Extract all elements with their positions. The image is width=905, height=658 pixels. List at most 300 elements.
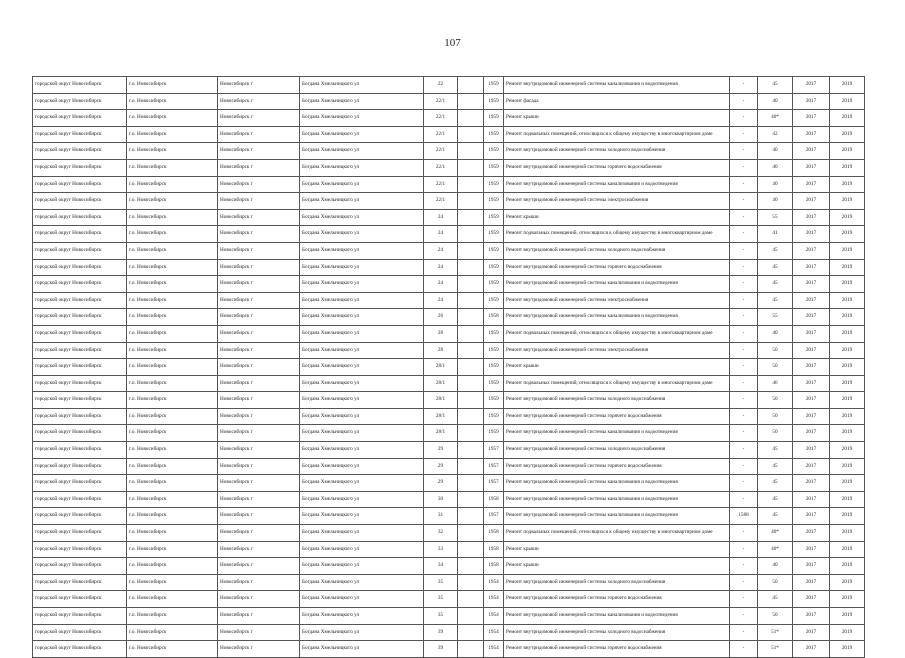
cell-street: Богдана Хмельницкого ул [300, 292, 424, 309]
cell-municipality: городской округ Новосибирск [33, 541, 127, 558]
table-row [33, 541, 865, 558]
cell-work-type: Ремонт внутридомовой инженерной системы канализования и водоотведения [504, 77, 730, 94]
cell-house: 39 [424, 641, 458, 658]
cell-municipality: городской округ Новосибирск [33, 591, 127, 608]
cell-work-type: Ремонт внутридомовой инженерной системы канализования и водоотведения [504, 309, 730, 326]
cell-building [458, 309, 484, 326]
cell-municipality: городской округ Новосибирск [33, 342, 127, 359]
cell-year-end: 2019 [830, 475, 865, 492]
cell-work-type: Ремонт внутридомовой инженерной системы канализования и водоотведения [504, 608, 730, 625]
cell-city: Новосибирск г [218, 508, 300, 525]
cell-city: Новосибирск г [218, 458, 300, 475]
cell-value: 40 [758, 93, 793, 110]
cell-work-type: Ремонт крыши [504, 209, 730, 226]
cell-area: - [730, 408, 758, 425]
table-row [33, 77, 865, 94]
cell-settlement: г.о. Новосибирск [127, 508, 218, 525]
cell-value: 40 [758, 176, 793, 193]
cell-year: 1959 [484, 159, 504, 176]
cell-street: Богдана Хмельницкого ул [300, 541, 424, 558]
table-row [33, 342, 865, 359]
cell-street: Богдана Хмельницкого ул [300, 193, 424, 210]
cell-municipality: городской округ Новосибирск [33, 375, 127, 392]
cell-year: 1959 [484, 359, 504, 376]
table-row [33, 525, 865, 542]
cell-municipality: городской округ Новосибирск [33, 259, 127, 276]
cell-building [458, 392, 484, 409]
cell-year-start: 2017 [793, 126, 830, 143]
cell-area: - [730, 475, 758, 492]
cell-building [458, 276, 484, 293]
cell-year: 1959 [484, 226, 504, 243]
cell-city: Новосибирск г [218, 110, 300, 127]
cell-building [458, 475, 484, 492]
cell-year-end: 2019 [830, 608, 865, 625]
cell-house: 39 [424, 624, 458, 641]
cell-value: 45 [758, 292, 793, 309]
cell-city: Новосибирск г [218, 77, 300, 94]
cell-house: 28/1 [424, 425, 458, 442]
cell-year-end: 2019 [830, 176, 865, 193]
cell-building [458, 342, 484, 359]
cell-work-type: Ремонт внутридомовой инженерной системы холодного водоснабжения [504, 574, 730, 591]
cell-year-start: 2017 [793, 392, 830, 409]
table-row [33, 591, 865, 608]
cell-building [458, 159, 484, 176]
cell-area: - [730, 491, 758, 508]
cell-year-start: 2017 [793, 458, 830, 475]
cell-area: - [730, 193, 758, 210]
cell-street: Богдана Хмельницкого ул [300, 392, 424, 409]
cell-city: Новосибирск г [218, 475, 300, 492]
cell-year-end: 2019 [830, 442, 865, 459]
cell-year: 1959 [484, 176, 504, 193]
cell-house: 22/1 [424, 110, 458, 127]
cell-city: Новосибирск г [218, 591, 300, 608]
cell-year-start: 2017 [793, 276, 830, 293]
cell-building [458, 508, 484, 525]
cell-building [458, 375, 484, 392]
cell-work-type: Ремонт внутридомовой инженерной системы горячего водоснабжения [504, 408, 730, 425]
cell-work-type: Ремонт внутридомовой инженерной системы канализования и водоотведения [504, 425, 730, 442]
cell-year: 1954 [484, 574, 504, 591]
cell-year-end: 2019 [830, 126, 865, 143]
table-row [33, 226, 865, 243]
cell-street: Богдана Хмельницкого ул [300, 525, 424, 542]
cell-city: Новосибирск г [218, 292, 300, 309]
cell-year-start: 2017 [793, 591, 830, 608]
cell-settlement: г.о. Новосибирск [127, 93, 218, 110]
cell-building [458, 574, 484, 591]
cell-settlement: г.о. Новосибирск [127, 259, 218, 276]
cell-street: Богдана Хмельницкого ул [300, 226, 424, 243]
cell-value: 45 [758, 442, 793, 459]
table-row [33, 442, 865, 459]
cell-municipality: городской округ Новосибирск [33, 226, 127, 243]
cell-street: Богдана Хмельницкого ул [300, 425, 424, 442]
cell-building [458, 458, 484, 475]
table-row [33, 292, 865, 309]
table-row [33, 475, 865, 492]
cell-year-end: 2019 [830, 392, 865, 409]
cell-area: - [730, 541, 758, 558]
cell-year-end: 2019 [830, 558, 865, 575]
cell-municipality: городской округ Новосибирск [33, 392, 127, 409]
cell-year-start: 2017 [793, 342, 830, 359]
cell-work-type: Ремонт крыши [504, 359, 730, 376]
cell-year-end: 2019 [830, 242, 865, 259]
cell-year: 1957 [484, 508, 504, 525]
cell-house: 28/1 [424, 392, 458, 409]
cell-work-type: Ремонт крыши [504, 541, 730, 558]
cell-value: 46 [758, 375, 793, 392]
cell-municipality: городской округ Новосибирск [33, 408, 127, 425]
cell-city: Новосибирск г [218, 641, 300, 658]
cell-year-end: 2019 [830, 209, 865, 226]
cell-value: 50 [758, 425, 793, 442]
cell-house: 22/1 [424, 126, 458, 143]
cell-year-start: 2017 [793, 408, 830, 425]
cell-city: Новосибирск г [218, 375, 300, 392]
cell-street: Богдана Хмельницкого ул [300, 442, 424, 459]
cell-municipality: городской округ Новосибирск [33, 508, 127, 525]
cell-building [458, 641, 484, 658]
cell-municipality: городской округ Новосибирск [33, 143, 127, 160]
cell-year-end: 2019 [830, 359, 865, 376]
cell-settlement: г.о. Новосибирск [127, 525, 218, 542]
cell-work-type: Ремонт внутридомовой инженерной системы холодного водоснабжения [504, 624, 730, 641]
cell-year-start: 2017 [793, 193, 830, 210]
cell-area: - [730, 525, 758, 542]
cell-year: 1959 [484, 209, 504, 226]
cell-work-type: Ремонт крыши [504, 558, 730, 575]
cell-year-start: 2017 [793, 143, 830, 160]
table-row [33, 558, 865, 575]
cell-area: 1588 [730, 508, 758, 525]
cell-year-end: 2019 [830, 93, 865, 110]
cell-building [458, 624, 484, 641]
cell-area: - [730, 110, 758, 127]
cell-house: 24 [424, 242, 458, 259]
cell-work-type: Ремонт подвальных помещений, относящихся к общему имуществу в многоквартирном доме [504, 375, 730, 392]
cell-city: Новосибирск г [218, 242, 300, 259]
cell-year-start: 2017 [793, 110, 830, 127]
cell-area: - [730, 425, 758, 442]
table-row [33, 242, 865, 259]
cell-street: Богдана Хмельницкого ул [300, 508, 424, 525]
cell-work-type: Ремонт подвальных помещений, относящихся к общему имуществу в многоквартирном доме [504, 325, 730, 342]
cell-year-start: 2017 [793, 242, 830, 259]
cell-area: - [730, 591, 758, 608]
cell-settlement: г.о. Новосибирск [127, 176, 218, 193]
cell-year-start: 2017 [793, 442, 830, 459]
table-row [33, 574, 865, 591]
cell-street: Богдана Хмельницкого ул [300, 93, 424, 110]
cell-year-end: 2019 [830, 77, 865, 94]
cell-house: 28/1 [424, 408, 458, 425]
cell-building [458, 525, 484, 542]
cell-building [458, 110, 484, 127]
cell-street: Богдана Хмельницкого ул [300, 325, 424, 342]
cell-year-start: 2017 [793, 491, 830, 508]
cell-value: 41 [758, 226, 793, 243]
cell-municipality: городской округ Новосибирск [33, 608, 127, 625]
cell-settlement: г.о. Новосибирск [127, 375, 218, 392]
cell-work-type: Ремонт внутридомовой инженерной системы горячего водоснабжения [504, 591, 730, 608]
cell-house: 32 [424, 525, 458, 542]
cell-year-end: 2019 [830, 159, 865, 176]
cell-year-start: 2017 [793, 624, 830, 641]
cell-settlement: г.о. Новосибирск [127, 143, 218, 160]
cell-value: 45 [758, 491, 793, 508]
cell-house: 34 [424, 558, 458, 575]
cell-street: Богдана Хмельницкого ул [300, 276, 424, 293]
cell-building [458, 442, 484, 459]
cell-street: Богдана Хмельницкого ул [300, 641, 424, 658]
cell-municipality: городской округ Новосибирск [33, 309, 127, 326]
cell-year: 1957 [484, 458, 504, 475]
cell-settlement: г.о. Новосибирск [127, 458, 218, 475]
cell-house: 22/1 [424, 193, 458, 210]
cell-city: Новосибирск г [218, 425, 300, 442]
cell-municipality: городской округ Новосибирск [33, 292, 127, 309]
cell-value: 42 [758, 126, 793, 143]
table-row [33, 159, 865, 176]
cell-city: Новосибирск г [218, 126, 300, 143]
cell-city: Новосибирск г [218, 624, 300, 641]
cell-area: - [730, 176, 758, 193]
cell-city: Новосибирск г [218, 574, 300, 591]
cell-city: Новосибирск г [218, 259, 300, 276]
cell-year: 1959 [484, 276, 504, 293]
cell-value: 40 [758, 159, 793, 176]
cell-year: 1959 [484, 126, 504, 143]
cell-settlement: г.о. Новосибирск [127, 126, 218, 143]
cell-year-start: 2017 [793, 176, 830, 193]
page-number: 107 [444, 37, 461, 49]
cell-building [458, 408, 484, 425]
cell-house: 35 [424, 574, 458, 591]
table-row [33, 491, 865, 508]
cell-street: Богдана Хмельницкого ул [300, 574, 424, 591]
cell-year: 1959 [484, 425, 504, 442]
cell-area: - [730, 624, 758, 641]
cell-building [458, 176, 484, 193]
cell-street: Богдана Хмельницкого ул [300, 408, 424, 425]
cell-city: Новосибирск г [218, 143, 300, 160]
cell-city: Новосибирск г [218, 442, 300, 459]
cell-value: 51* [758, 641, 793, 658]
cell-street: Богдана Хмельницкого ул [300, 110, 424, 127]
cell-city: Новосибирск г [218, 359, 300, 376]
cell-municipality: городской округ Новосибирск [33, 491, 127, 508]
table-row [33, 193, 865, 210]
cell-municipality: городской округ Новосибирск [33, 242, 127, 259]
cell-house: 29 [424, 458, 458, 475]
cell-municipality: городской округ Новосибирск [33, 126, 127, 143]
cell-value: 50 [758, 392, 793, 409]
cell-value: 51* [758, 624, 793, 641]
cell-street: Богдана Хмельницкого ул [300, 259, 424, 276]
cell-building [458, 77, 484, 94]
cell-year-start: 2017 [793, 608, 830, 625]
cell-year-end: 2019 [830, 458, 865, 475]
table-row [33, 93, 865, 110]
cell-year-start: 2017 [793, 93, 830, 110]
cell-municipality: городской округ Новосибирск [33, 458, 127, 475]
cell-value: 40 [758, 143, 793, 160]
table-row [33, 624, 865, 641]
cell-house: 24 [424, 292, 458, 309]
table-row [33, 608, 865, 625]
cell-value: 45 [758, 242, 793, 259]
cell-house: 24 [424, 276, 458, 293]
cell-year-start: 2017 [793, 309, 830, 326]
cell-area: - [730, 392, 758, 409]
cell-year: 1959 [484, 143, 504, 160]
cell-street: Богдана Хмельницкого ул [300, 624, 424, 641]
cell-value: 45 [758, 508, 793, 525]
cell-year-end: 2019 [830, 143, 865, 160]
cell-settlement: г.о. Новосибирск [127, 491, 218, 508]
cell-year: 1959 [484, 110, 504, 127]
cell-settlement: г.о. Новосибирск [127, 209, 218, 226]
cell-year-start: 2017 [793, 641, 830, 658]
cell-municipality: городской округ Новосибирск [33, 209, 127, 226]
cell-year-end: 2019 [830, 226, 865, 243]
cell-value: 55 [758, 309, 793, 326]
table-row [33, 143, 865, 160]
cell-settlement: г.о. Новосибирск [127, 408, 218, 425]
cell-value: 50 [758, 574, 793, 591]
cell-settlement: г.о. Новосибирск [127, 574, 218, 591]
cell-work-type: Ремонт внутридомовой инженерной системы электроснабжения [504, 292, 730, 309]
cell-work-type: Ремонт внутридомовой инженерной системы горячего водоснабжения [504, 641, 730, 658]
cell-year: 1959 [484, 342, 504, 359]
cell-year-end: 2019 [830, 525, 865, 542]
cell-street: Богдана Хмельницкого ул [300, 209, 424, 226]
cell-settlement: г.о. Новосибирск [127, 641, 218, 658]
cell-year: 1959 [484, 325, 504, 342]
cell-city: Новосибирск г [218, 176, 300, 193]
cell-house: 26 [424, 309, 458, 326]
cell-year-start: 2017 [793, 558, 830, 575]
table-row [33, 276, 865, 293]
cell-year-end: 2019 [830, 259, 865, 276]
cell-municipality: городской округ Новосибирск [33, 475, 127, 492]
cell-city: Новосибирск г [218, 159, 300, 176]
cell-building [458, 126, 484, 143]
cell-municipality: городской округ Новосибирск [33, 77, 127, 94]
cell-year-start: 2017 [793, 159, 830, 176]
cell-value: 50 [758, 342, 793, 359]
cell-work-type: Ремонт внутридомовой инженерной системы горячего водоснабжения [504, 159, 730, 176]
cell-building [458, 292, 484, 309]
table-row [33, 392, 865, 409]
cell-year-end: 2019 [830, 425, 865, 442]
cell-value: 50 [758, 359, 793, 376]
cell-year-end: 2019 [830, 641, 865, 658]
cell-year-end: 2019 [830, 624, 865, 641]
cell-city: Новосибирск г [218, 276, 300, 293]
cell-year: 1959 [484, 375, 504, 392]
cell-house: 29 [424, 475, 458, 492]
cell-city: Новосибирск г [218, 392, 300, 409]
cell-house: 29 [424, 442, 458, 459]
cell-city: Новосибирск г [218, 525, 300, 542]
cell-settlement: г.о. Новосибирск [127, 558, 218, 575]
cell-building [458, 491, 484, 508]
cell-municipality: городской округ Новосибирск [33, 93, 127, 110]
cell-street: Богдана Хмельницкого ул [300, 309, 424, 326]
cell-year: 1954 [484, 641, 504, 658]
cell-year: 1959 [484, 77, 504, 94]
cell-year: 1958 [484, 491, 504, 508]
cell-house: 28/1 [424, 359, 458, 376]
cell-year-start: 2017 [793, 508, 830, 525]
table-row [33, 259, 865, 276]
cell-value: 40 [758, 325, 793, 342]
cell-city: Новосибирск г [218, 541, 300, 558]
cell-year-end: 2019 [830, 193, 865, 210]
cell-settlement: г.о. Новосибирск [127, 276, 218, 293]
cell-work-type: Ремонт внутридомовой инженерной системы электроснабжения [504, 193, 730, 210]
cell-settlement: г.о. Новосибирск [127, 226, 218, 243]
cell-work-type: Ремонт внутридомовой инженерной системы канализования и водоотведения [504, 491, 730, 508]
cell-year-end: 2019 [830, 342, 865, 359]
cell-settlement: г.о. Новосибирск [127, 159, 218, 176]
cell-work-type: Ремонт крыши [504, 110, 730, 127]
cell-year: 1959 [484, 93, 504, 110]
cell-settlement: г.о. Новосибирск [127, 624, 218, 641]
cell-city: Новосибирск г [218, 342, 300, 359]
cell-house: 33 [424, 541, 458, 558]
cell-year-end: 2019 [830, 375, 865, 392]
cell-work-type: Ремонт внутридомовой инженерной системы горячего водоснабжения [504, 259, 730, 276]
cell-house: 22/1 [424, 176, 458, 193]
table-row [33, 425, 865, 442]
cell-house: 31 [424, 508, 458, 525]
cell-area: - [730, 226, 758, 243]
cell-street: Богдана Хмельницкого ул [300, 591, 424, 608]
cell-value: 45 [758, 259, 793, 276]
cell-area: - [730, 375, 758, 392]
cell-value: 45 [758, 276, 793, 293]
cell-year: 1958 [484, 541, 504, 558]
cell-municipality: городской округ Новосибирск [33, 425, 127, 442]
cell-area: - [730, 292, 758, 309]
cell-settlement: г.о. Новосибирск [127, 242, 218, 259]
cell-year-start: 2017 [793, 574, 830, 591]
cell-municipality: городской округ Новосибирск [33, 558, 127, 575]
cell-work-type: Ремонт внутридомовой инженерной системы канализования и водоотведения [504, 475, 730, 492]
cell-house: 28 [424, 325, 458, 342]
cell-settlement: г.о. Новосибирск [127, 425, 218, 442]
cell-municipality: городской округ Новосибирск [33, 624, 127, 641]
cell-building [458, 242, 484, 259]
cell-year-end: 2019 [830, 408, 865, 425]
cell-work-type: Ремонт внутридомовой инженерной системы канализования и водоотведения [504, 176, 730, 193]
cell-city: Новосибирск г [218, 608, 300, 625]
cell-value: 50 [758, 608, 793, 625]
cell-year: 1959 [484, 392, 504, 409]
cell-year: 1958 [484, 558, 504, 575]
cell-house: 24 [424, 209, 458, 226]
cell-settlement: г.о. Новосибирск [127, 475, 218, 492]
table-row [33, 359, 865, 376]
cell-area: - [730, 259, 758, 276]
table-row [33, 408, 865, 425]
